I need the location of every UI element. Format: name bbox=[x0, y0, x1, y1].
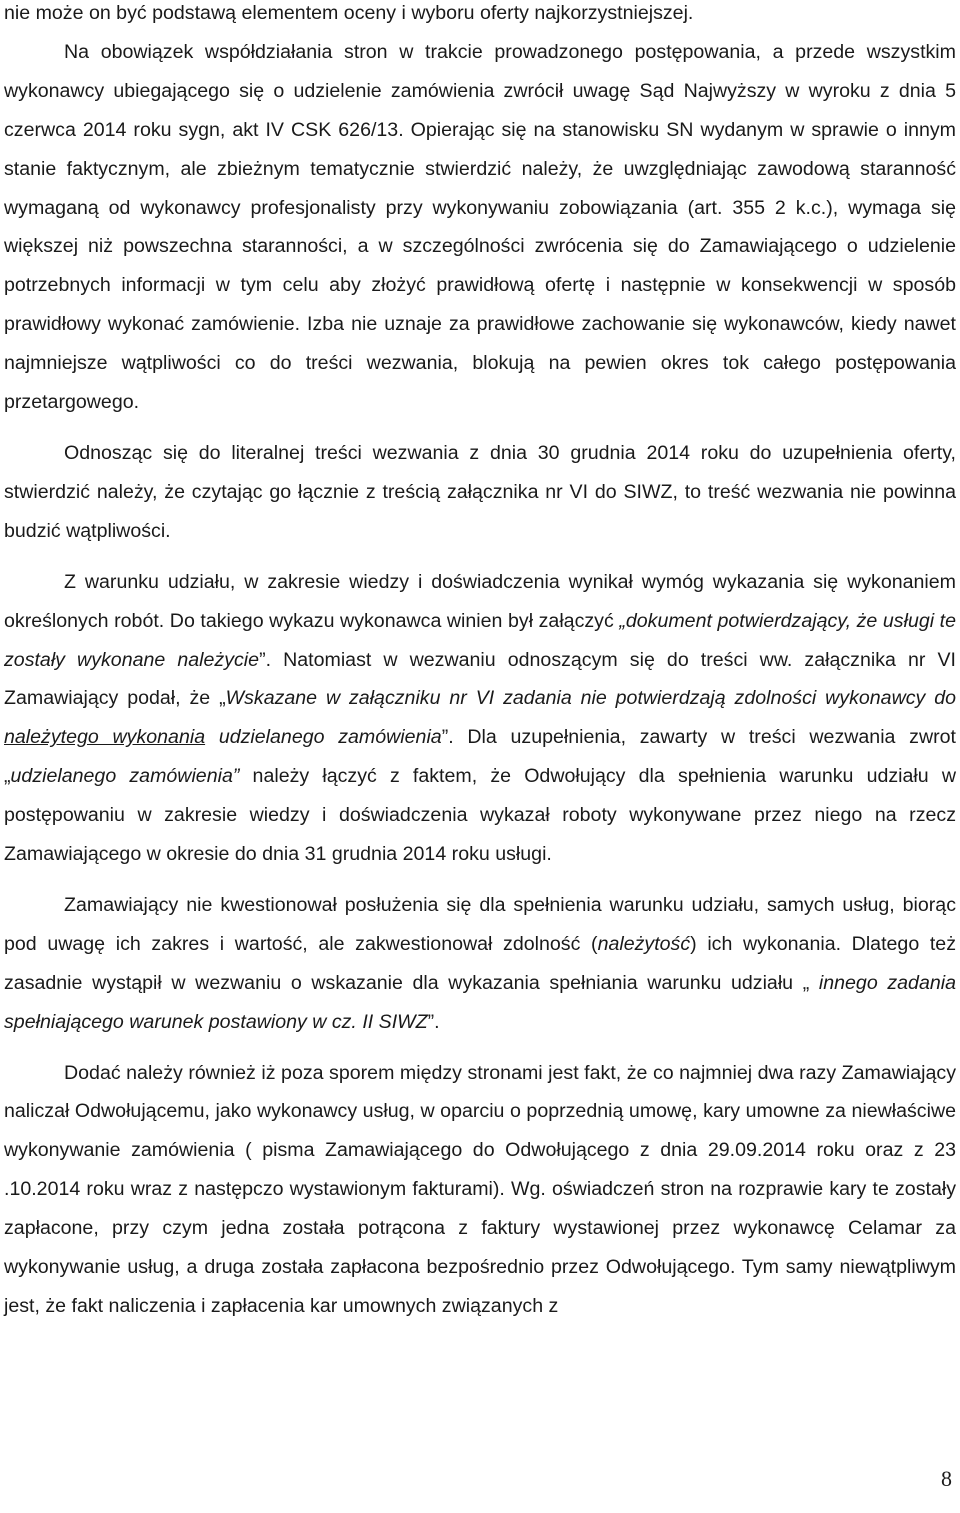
text-run: ) ich wykonania. Dlatego też zasadnie wystąpił w wezwaniu o wskazanie dla wykazania spełniania warunku udziału „ bbox=[4, 932, 957, 994]
italic-quote: udzielanego zamówienia bbox=[205, 726, 442, 749]
paragraph-contracting-authority bbox=[4, 886, 956, 1042]
underlined-italic-quote: należytego wykonania bbox=[4, 726, 206, 749]
paragraph-continuation: nie może on być podstawą elementem oceny i wyboru oferty najkorzystniejszej. bbox=[4, 2, 694, 24]
text-run: należy łączyć z faktem, że Odwołujący dla spełnienia warunku udziału w postępowaniu w zakresie wiedzy i doświadczenia wykazał roboty wykonywane przez niego na rzecz Zamawiającego w okresie do dnia 31 grudnia 2014 roku usługi. bbox=[4, 765, 956, 866]
text-run: Zamawiający nie kwestionował posłużenia się dla spełnienia warunku udziału, samych usług, biorąc pod uwagę ich zakres i wartość, ale zakwestionował zdolność ( bbox=[4, 893, 956, 955]
text-run: Z warunku udziału, w zakresie wiedzy i doświadczenia wynikał wymóg wykazania się wykonaniem określonych robót. Do takiego wykazu wykonawca winien był załączyć bbox=[4, 570, 956, 632]
italic-quote: innego zadania spełniającego warunek postawiony w cz. II SIWZ bbox=[4, 971, 957, 1033]
paragraph-contractual-penalties: Dodać należy również iż poza sporem między stronami jest fakt, że co najmniej dwa razy Zamawiający naliczał Odwołującemu, jako wykonawcy usług, w oparciu o poprzednią umowę, kary umowne za niewłaściwe wykonywanie zamówienia ( pisma Zamawiającego do Odwołującego z dnia 29.09.2014 roku oraz z 23 .10.2014 roku wraz z następczo wystawionym fakturami). Wg. oświadczeń stron na rozprawie kary te zostały zapłacone, przy czym jedna została potrącona z faktury wystawionej przez wykonawcę Celamar za wykonywanie usług, a druga została zapłacona bezpośrednio przez Odwołującego. Tym samy niewątpliwym jest, że fakt naliczenia i zapłacenia kar umownych związanych z bbox=[4, 1061, 956, 1317]
page-number: 8 bbox=[941, 1466, 952, 1491]
paragraph-participation-condition bbox=[4, 563, 956, 874]
text-run: ”. bbox=[427, 1010, 440, 1033]
text-run: ”. Natomiast w wezwaniu odnoszącym się do treści ww. załącznika nr VI Zamawiający podał, że „ bbox=[4, 648, 956, 710]
italic-quote: udzielanego zamówienia” bbox=[10, 765, 240, 788]
italic-term: należytość bbox=[597, 932, 691, 955]
paragraph-supreme-court-ruling: Na obowiązek współdziałania stron w trakcie prowadzonego postępowania, a przede wszystkim wykonawcy ubiegającego się o udzielenie zamówienia zwrócił uwagę Sąd Najwyższy w wyroku z dnia 5 czerwca 2014 roku sygn, akt IV CSK 626/13. Opierając się na stanowisku SN wydanym w sprawie o innym stanie faktycznym, ale zbieżnym tematycznie stwierdzić należy, że uwzględniając zawodową staranność wymaganą od wykonawcy profesjonalisty przy wykonywaniu zobowiązania (art. 355 2 k.c.), wymaga się większej niż powszechna staranności, a w szczególności zwrócenia się do Zamawiającego o udzielenie potrzebnych informacji w tym celu aby złożyć prawidłową ofertę i następnie w konsekwencji w sposób prawidłowy wykonać zamówienie. Izba nie uznaje za prawidłowe zachowanie się wykonawców, kiedy nawet najmniejsze wątpliwości co do treści wezwania, blokują na pewien okres tok całego postępowania przetargowego. bbox=[4, 40, 956, 414]
paragraph-literal-summons: Odnosząc się do literalnej treści wezwania z dnia 30 grudnia 2014 roku do uzupełnienia oferty, stwierdzić należy, że czytając go łącznie z treścią załącznika nr VI do SIWZ, to treść wezwania nie powinna budzić wątpliwości. bbox=[4, 441, 956, 542]
document-body bbox=[4, 0, 956, 1326]
italic-quote: Wskazane w załączniku nr VI zadania nie potwierdzają zdolności wykonawcy do bbox=[225, 687, 956, 710]
text-run: ”. Dla uzupełnienia, zawarty w treści wezwania zwrot „ bbox=[4, 726, 956, 788]
italic-quote: „dokument potwierdzający, że usługi te zostały wykonane należycie bbox=[4, 609, 957, 671]
